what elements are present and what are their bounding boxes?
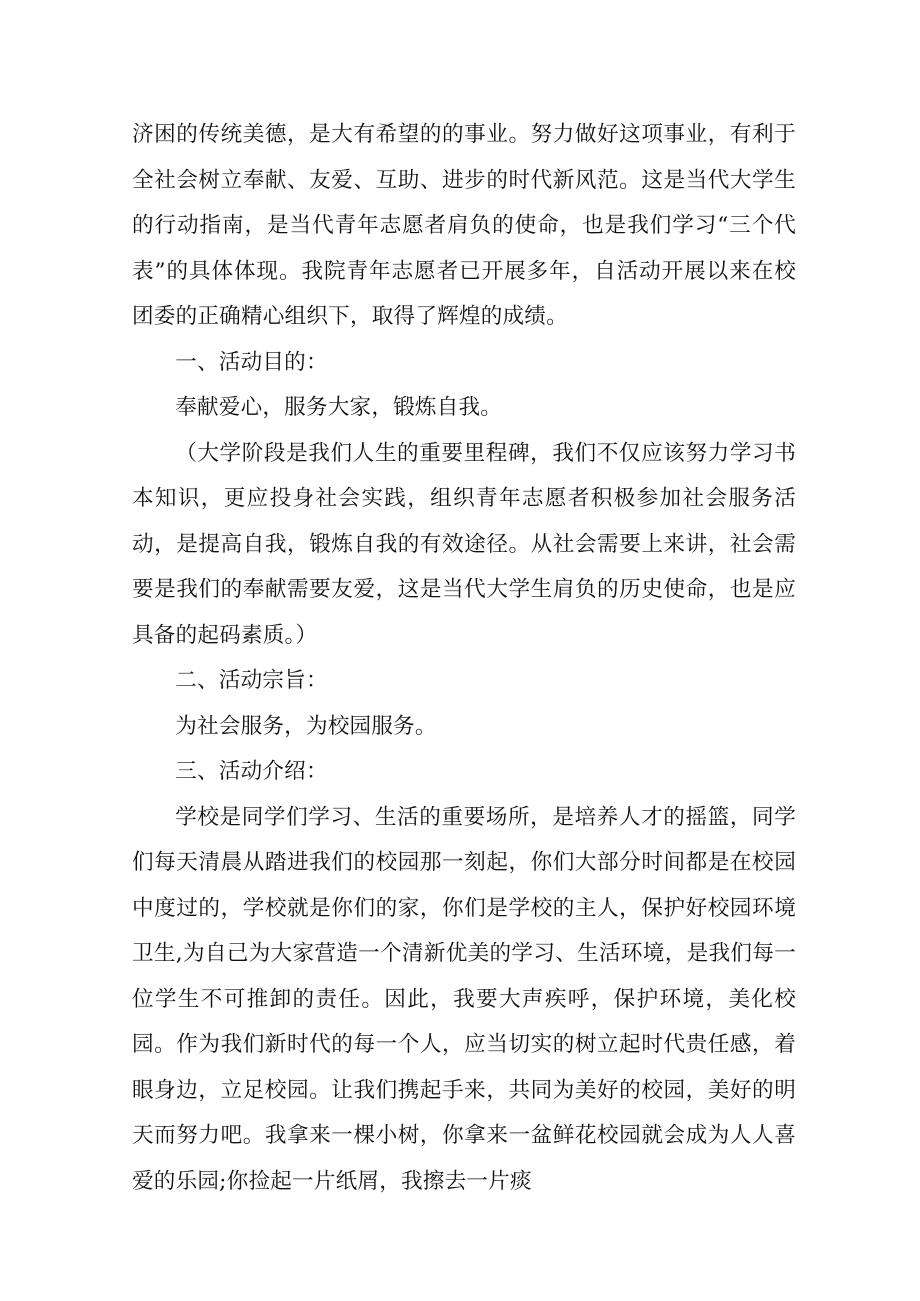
heading-activity-introduction: 三、活动介绍： [175, 759, 328, 784]
paragraph-purpose-explanation: （大学阶段是我们人生的重要里程碑，我们不仅应该努力学习书本知识，更应投身社会实践，组织青年志愿者积极参加社会服务活动，是提高自我，锻炼自我的有效途径。从社会需要上来讲，社会需要是我们的奉献需要友爱，这是当代大学生肩负的历史使命，也是应具备的起码素质。） [132, 440, 796, 648]
heading-activity-purpose: 一、活动目的： [175, 349, 328, 375]
paragraph-activity-introduction: 学校是同学们学习、生活的重要场所，是培养人才的摇篮，同学们每天清晨从踏进我们的校园那一刻起，你们大部分时间都是在校园中度过的，学校就是你们的家，你们是学校的主人，保护好校园环境卫生,为自己为大家营造一个清新优美的学习、生活环境，是我们每一位学生不可推卸的责任。因此，我要大声疾呼，保护环境，美化校园。作为我们新时代的每一个人，应当切实的树立起时代贵任感，着眼身边，立足校园。让我们携起手来，共同为美好的校园，美好的明天而努力吧。我拿来一棵小树，你拿来一盆鲜花校园就会成为人人喜爱的乐园;你捡起一片纸屑，我擦去一片痰 [132, 804, 796, 1194]
paragraph-intro-continuation: 济困的传统美德，是大有希望的的事业。努力做好这项事业，有利于全社会树立奉献、友爱、互助、进步的时代新风范。这是当代大学生的行动指南，是当代青年志愿者肩负的使命，也是我们学习“三个代表”的具体体现。我院青年志愿者已开展多年，自活动开展以来在校团委的正确精心组织下，取得了辉煌的成绩。 [132, 122, 796, 329]
paragraph-activity-purpose: 奉献爱心，服务大家，锻炼自我。 [175, 395, 503, 420]
heading-activity-aim: 二、活动宗旨： [175, 668, 328, 693]
document-body [132, 112, 796, 1204]
paragraph-activity-aim: 为社会服务，为校园服务。 [175, 713, 437, 739]
